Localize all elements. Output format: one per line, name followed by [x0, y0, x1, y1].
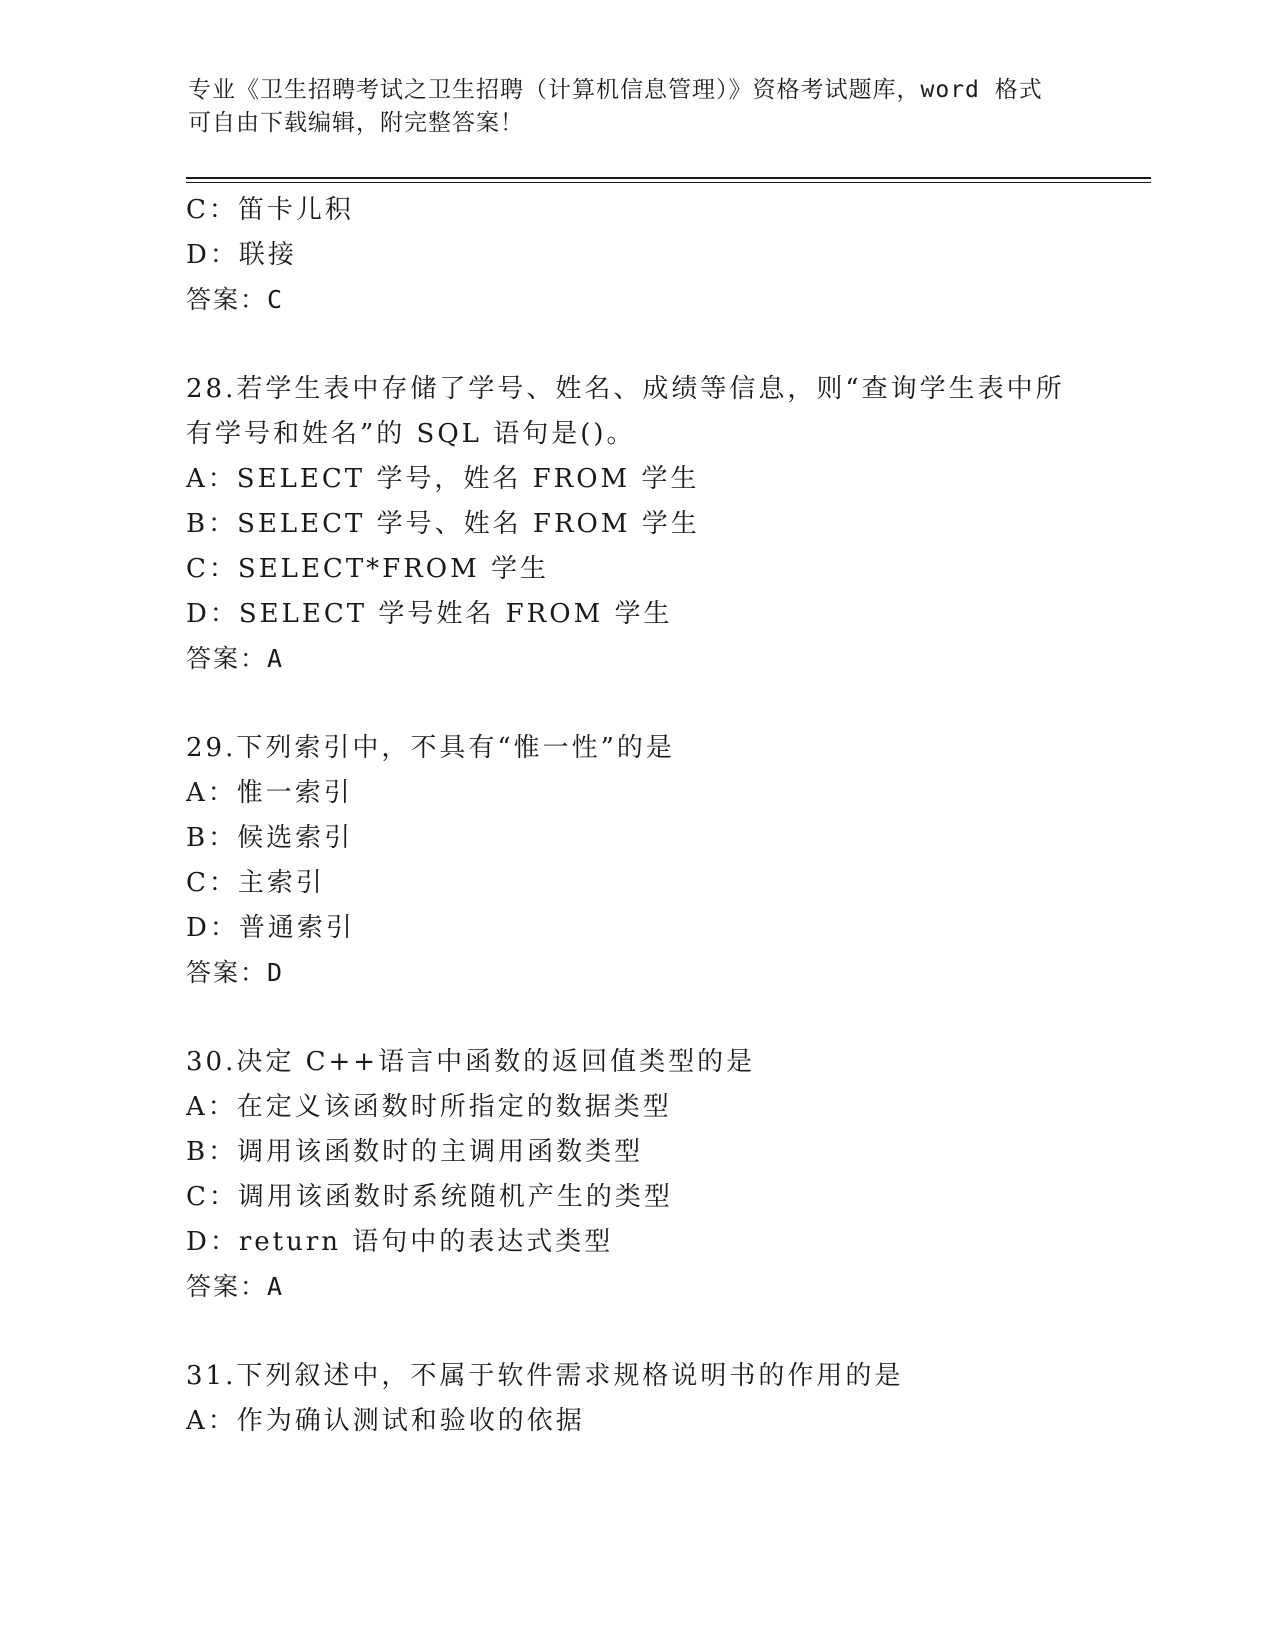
q31-stem: 31.下列叙述中，不属于软件需求规格说明书的作用的是 [186, 1361, 904, 1391]
q29-option-a: A：惟一索引 [186, 778, 353, 808]
header-line-2: 可自由下载编辑，附完整答案！ [188, 110, 524, 136]
header-divider [186, 177, 1151, 179]
q30-option-c: C：调用该函数时系统随机产生的类型 [186, 1182, 673, 1212]
q28-option-c: C：SELECT*FROM 学生 [186, 554, 549, 584]
q30-stem: 30.决定 C++语言中函数的返回值类型的是 [186, 1047, 756, 1077]
q28-answer: 答案：A [186, 644, 285, 673]
q29-option-d: D：普通索引 [186, 913, 355, 943]
q28-stem-line-1: 28.若学生表中存储了学号、姓名、成绩等信息，则“查询学生表中所 [186, 374, 1065, 404]
q30-option-b: B：调用该函数时的主调用函数类型 [186, 1137, 644, 1167]
q31-option-a: A：作为确认测试和验收的依据 [186, 1406, 585, 1436]
q30-option-d: D：return 语句中的表达式类型 [186, 1227, 614, 1257]
q27-answer: 答案：C [186, 285, 285, 314]
document-header [188, 74, 1088, 140]
header-divider-thin [186, 182, 1151, 183]
q28-option-d: D：SELECT 学号姓名 FROM 学生 [186, 599, 673, 629]
q29-option-b: B：候选索引 [186, 823, 354, 853]
q27-option-c: C：笛卡儿积 [186, 195, 354, 225]
q29-answer: 答案：D [186, 958, 285, 987]
q28-option-a: A：SELECT 学号，姓名 FROM 学生 [186, 464, 700, 494]
q29-option-c: C：主索引 [186, 868, 325, 898]
q29-stem: 29.下列索引中，不具有“惟一性”的是 [186, 733, 675, 763]
q30-answer: 答案：A [186, 1272, 285, 1301]
q28-option-b: B：SELECT 学号、姓名 FROM 学生 [186, 509, 700, 539]
q28-stem-line-2: 有学号和姓名”的 SQL 语句是()。 [186, 419, 636, 449]
header-line-1: 专业《卫生招聘考试之卫生招聘（计算机信息管理）》资格考试题库，word 格式 [188, 77, 1043, 103]
q27-option-d: D：联接 [186, 240, 297, 270]
q30-option-a: A：在定义该函数时所指定的数据类型 [186, 1092, 672, 1122]
